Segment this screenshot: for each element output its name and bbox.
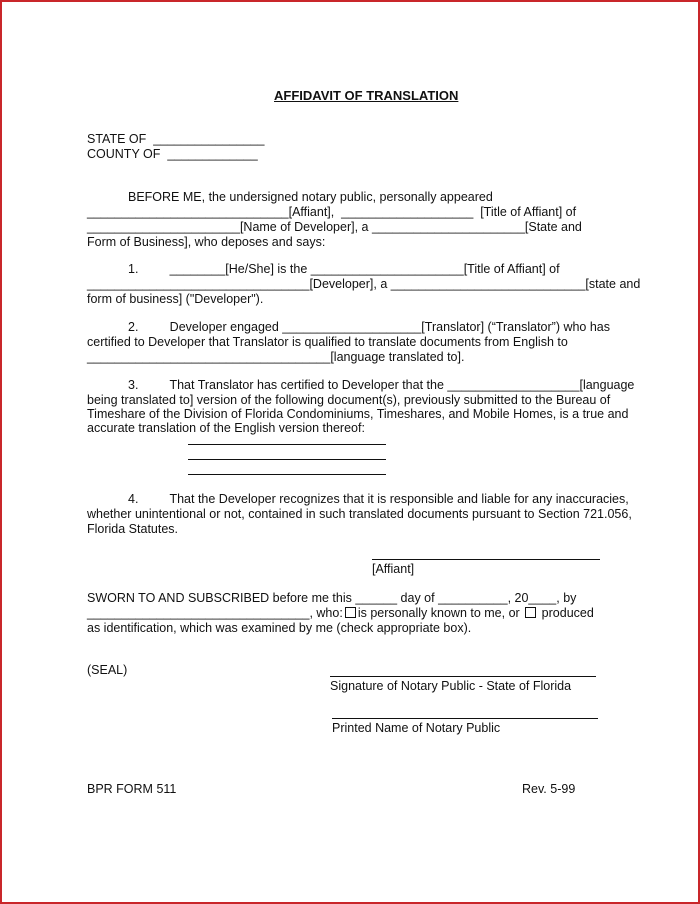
paragraph-3-line-1: 3. That Translator has certified to Developer that the ___________________[language xyxy=(128,378,635,392)
paragraph-3-line-3: Timeshare of the Division of Florida Condominiums, Timeshares, and Mobile Homes, is a true and xyxy=(87,407,629,421)
sworn-line-3: as identification, which was examined by me (check appropriate box). xyxy=(87,621,472,635)
affiant-signature-line[interactable] xyxy=(372,559,600,560)
paragraph-3-line-4: accurate translation of the English version thereof: xyxy=(87,421,365,435)
paragraph-4-line-1: 4. That the Developer recognizes that it is responsible and liable for any inaccuracies, xyxy=(128,492,629,506)
paragraph-1-line-3: form of business] ("Developer"). xyxy=(87,292,264,306)
paragraph-4-line-2: whether unintentional or not, contained in such translated documents pursuant to Section 721.056, xyxy=(87,507,632,521)
intro-line-4: Form of Business], who deposes and says: xyxy=(87,235,326,249)
document-title: AFFIDAVIT OF TRANSLATION xyxy=(274,88,459,103)
paragraph-2-line-3: ___________________________________[language translated to]. xyxy=(87,350,465,364)
notary-signature-label: Signature of Notary Public - State of Florida xyxy=(330,679,572,693)
sworn-line-1: SWORN TO AND SUBSCRIBED before me this ______ day of __________, 20____, by xyxy=(87,591,577,605)
seal-label: (SEAL) xyxy=(87,663,128,677)
document-list-line-2[interactable] xyxy=(188,459,386,460)
personally-known-checkbox[interactable] xyxy=(345,607,356,618)
paragraph-2-line-2: certified to Developer that Translator is qualified to translate documents from English to xyxy=(87,335,568,349)
produced-id-checkbox[interactable] xyxy=(525,607,536,618)
affiant-label: [Affiant] xyxy=(372,562,415,576)
state-field: STATE OF ________________ xyxy=(87,132,265,146)
revision-label: Rev. 5-99 xyxy=(522,782,576,796)
paragraph-1-line-1: 1. ________[He/She] is the ______________________[Title of Affiant] of xyxy=(128,262,560,276)
paragraph-3-line-2: being translated to] version of the following document(s), previously submitted to the Bureau of xyxy=(87,393,611,407)
paragraph-2-line-1: 2. Developer engaged ____________________[Translator] (“Translator”) who has xyxy=(128,320,611,334)
intro-line-2: _____________________________[Affiant], ___________________ [Title of Affiant] of xyxy=(87,205,577,219)
paragraph-1-line-2: ________________________________[Developer], a ____________________________[state and xyxy=(87,277,641,291)
sworn-line-2: ________________________________, who: is personally known to me, or produced xyxy=(87,606,594,620)
paragraph-4-line-3: Florida Statutes. xyxy=(87,522,179,536)
county-field: COUNTY OF _____________ xyxy=(87,147,258,161)
document-list-line-3[interactable] xyxy=(188,474,386,475)
notary-signature-line[interactable] xyxy=(330,676,596,677)
notary-name-line[interactable] xyxy=(332,718,598,719)
form-number: BPR FORM 511 xyxy=(87,782,177,796)
notary-name-label: Printed Name of Notary Public xyxy=(332,721,501,735)
document-list-line-1[interactable] xyxy=(188,444,386,445)
intro-line-1: BEFORE ME, the undersigned notary public, personally appeared xyxy=(128,190,493,204)
intro-line-3: ______________________[Name of Developer], a ______________________[State and xyxy=(87,220,582,234)
